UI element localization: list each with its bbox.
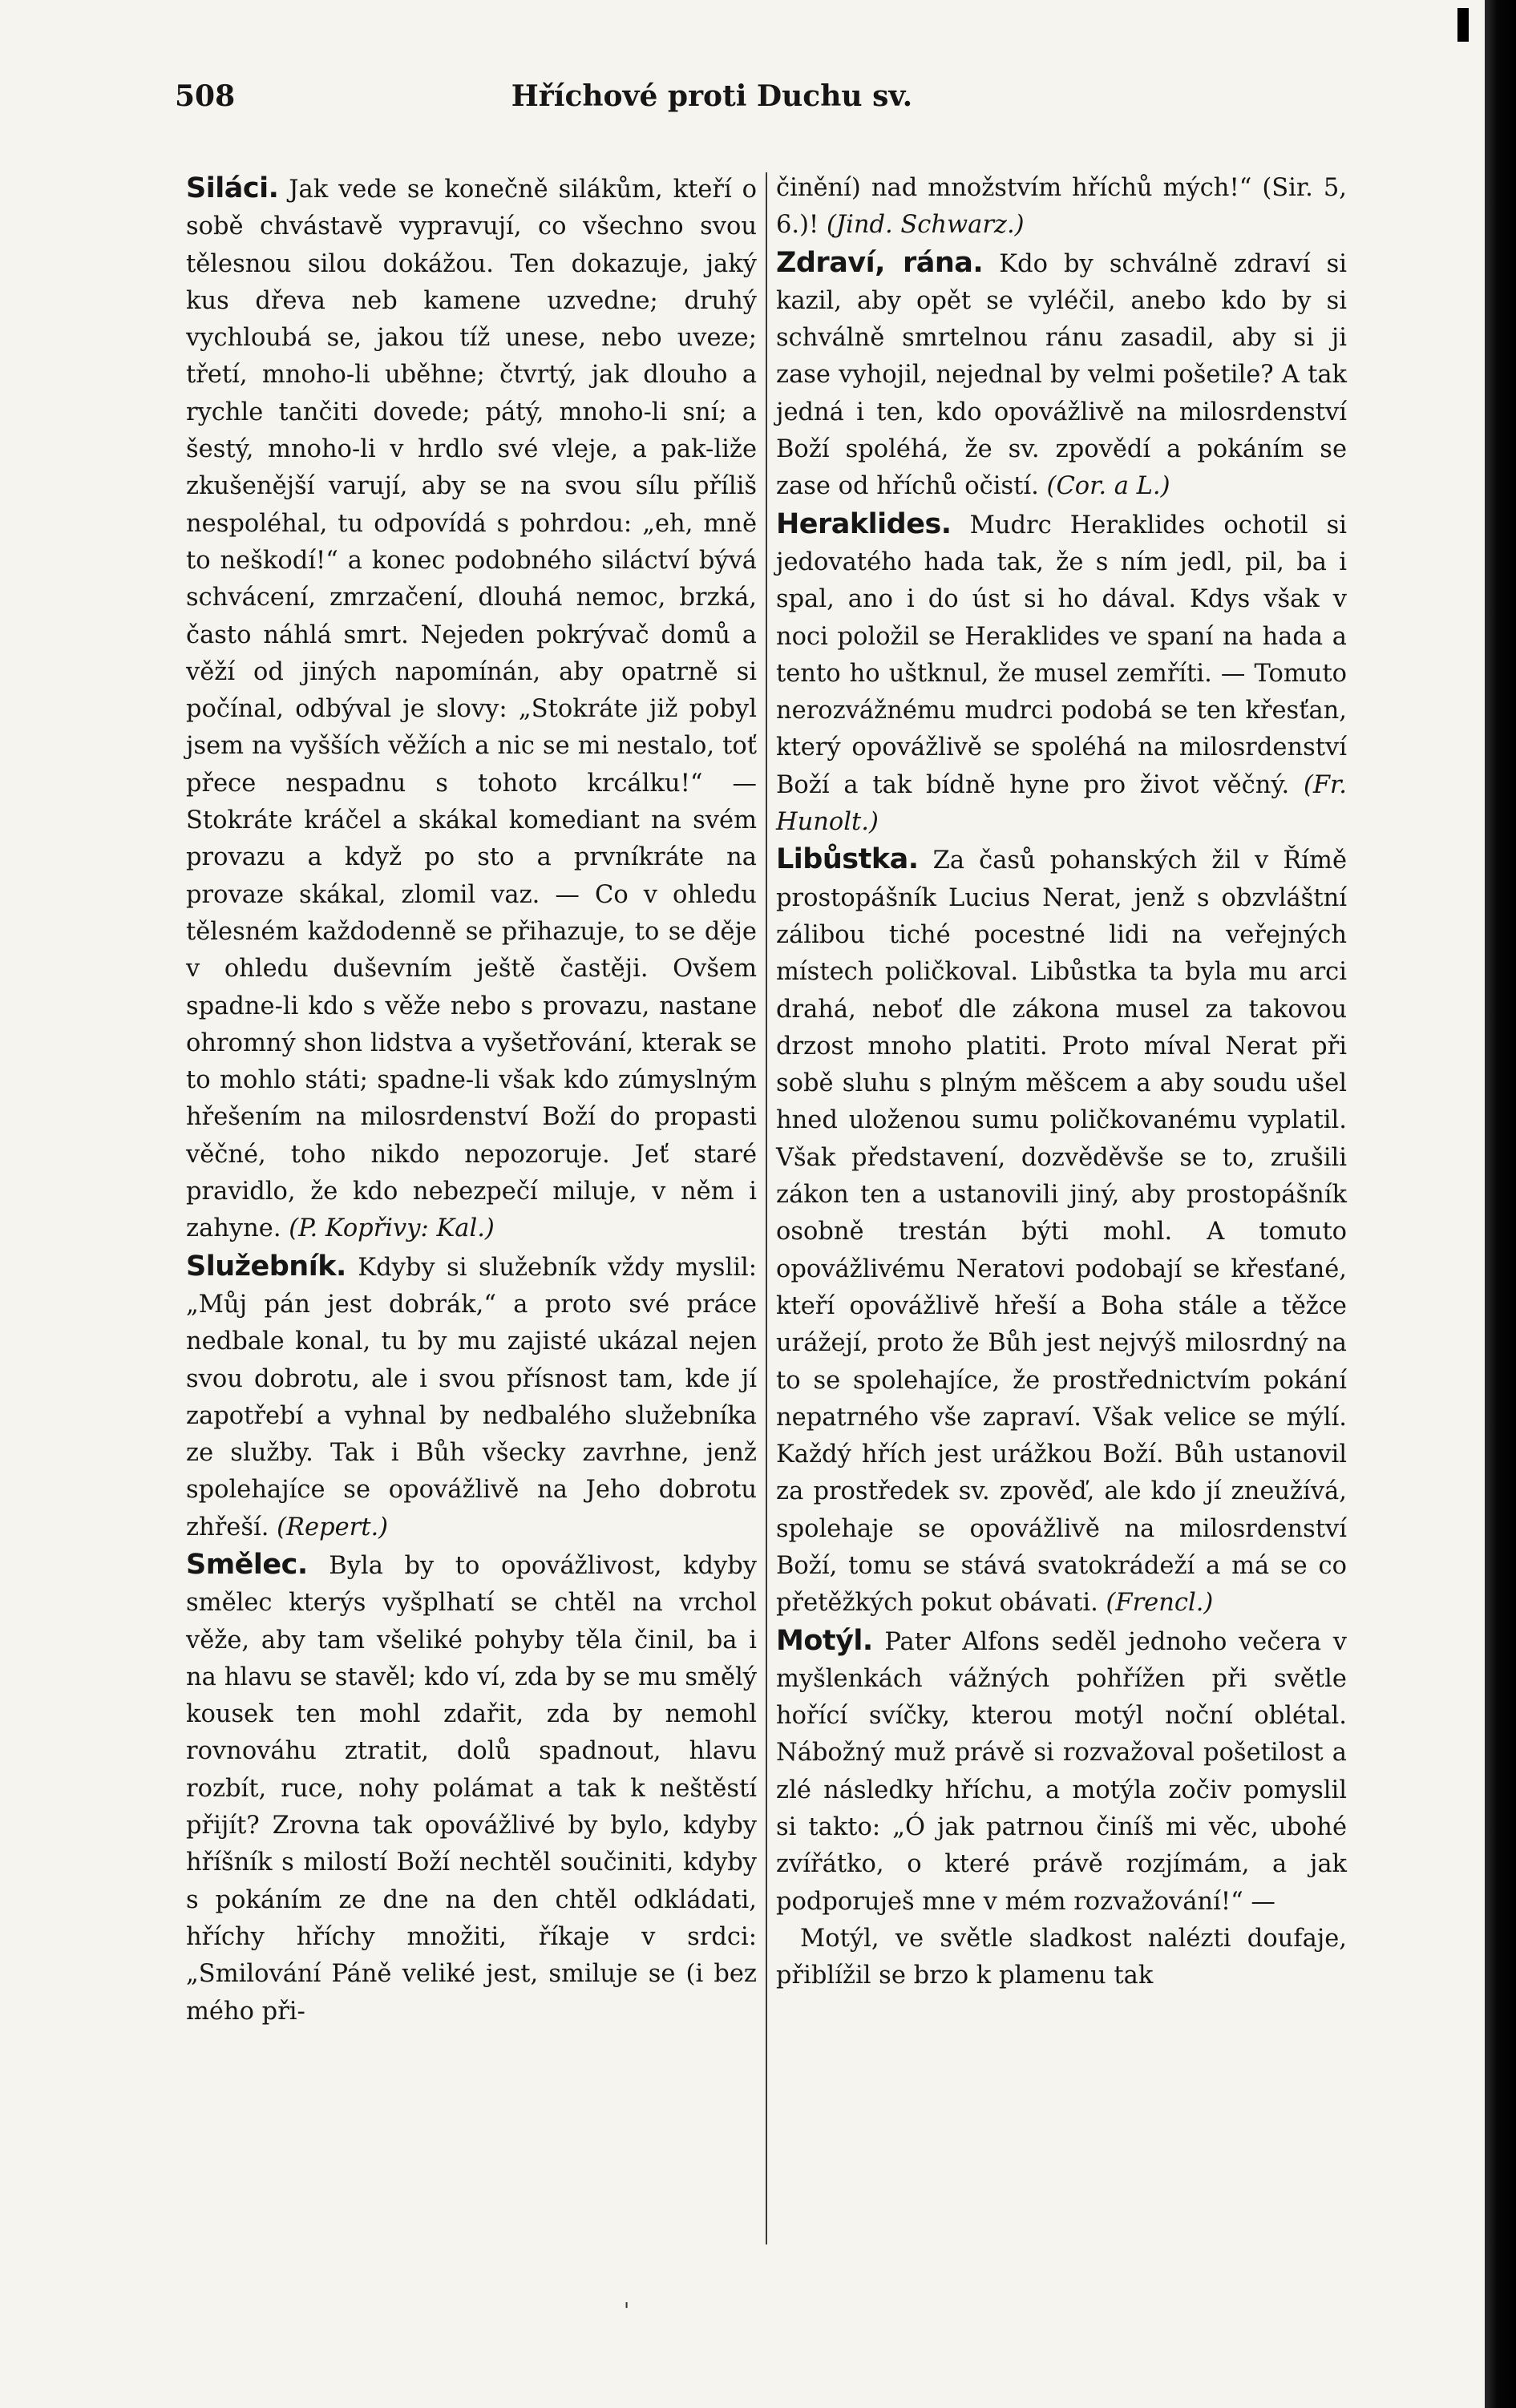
entry-heading: Smělec. [186,1548,308,1581]
column-divider [766,172,767,2244]
entry-text: Pater Alfons seděl jednoho večera v myšlenkách vážných pohřížen při světle hořící svíčky, kterou motýl noční oblétal. Nábožný muž právě si rozvažoval pošetilost a zlé následky hříchu, a motýla zočiv pomyslil si takto: „Ó jak patrnou činíš mi věc, ubohé zvířátko, o které právě rozjímám, a jak podporuješ mne v mém rozvažování!“ — [776,1627,1347,1916]
entry-zdravi [776,244,1347,506]
entry-text: Za časů pohanských žil v Římě prostopášník Lucius Nerat, jenž s obzvláštní zálibou tiché pocestné lidi na veřejných místech poličkoval. Libůstka ta byla mu arci drahá, neboť dle zákona musel za takovou drzost mnoho platiti. Proto míval Nerat při sobě sluhu s plným měšcem a aby soudu ušel hned uloženou sumu poličkovanému vyplatil. Však představení, dozvěděvše se to, zrušili zákon ten a ustanovili jiný, aby prostopášník osobně trestán býti mohl. A tomuto opovážlivému Neratovi podobají se křesťané, kteří opovážlivě hřeší a Boha stále a těžce urážejí, proto že Bůh jest nejvýš milosrdný na to se spolehajíce, že prostřednictvím pokání nepatrného vše zapraví. Však velice se mýlí. Každý hřích jest urážkou Boží. Bůh ustanovil za prostředek sv. zpověď, ale kdo jí zneužívá, spolehaje se opovážlivě na milosrdenství Boží, tomu se stává svatokrádeží a má se co přetěžkých pokut obávati. [776,846,1348,1618]
entry-heading: Libůstka. [776,843,919,876]
stray-mark: ' [624,2299,630,2323]
entry-source: (P. Kopřivy: Kal.) [289,1214,495,1243]
entry-heading: Služebník. [186,1250,346,1283]
entry-heraklides [776,506,1347,842]
page-number: 508 [175,79,236,113]
entry-motyl [776,1622,1347,1921]
entry-motyl-cont [776,1921,1347,1995]
right-column [776,170,1347,1995]
running-title: Hříchové proti Duchu sv. [511,79,913,113]
entry-text: Motýl, ve světle sladkost nalézti doufaje, přiblížil se brzo k plamenu tak [776,1924,1347,1990]
entry-text: činění) nad množstvím hříchů mých!“ (Sir. 5, 6.)! [776,174,1347,240]
left-column [186,170,757,2030]
entry-heading: Zdraví, rána. [776,246,984,279]
entry-heading: Motýl. [776,1624,873,1657]
entry-text: Kdyby si služebník vždy myslil: „Můj pán jest dobrák,“ a proto své práce nedbale konal, tu by mu zajisté ukázal nejen svou dobrotu, ale i svou přísnost tam, kde jí zapotřebí a vyhnal by nedbalého služebníka ze služby. Tak i Bůh všecky zavrhne, jenž spolehajíce se opovážlivě na Jeho dobrotu zhřeší. [186,1253,757,1541]
entry-heading: Siláci. [186,172,279,204]
entry-libustka [776,841,1347,1622]
entry-heading: Heraklides. [776,507,952,540]
entry-text: Jak vede se konečně silákům, kteří o sobě chvástavě vypravují, co všechno svou tělesnou silou dokážou. Ten dokazuje, jaký kus dřeva neb kamene uzvedne; druhý vychloubá se, jakou tíž unese, nebo uveze; třetí, mnoho-li uběhne; čtvrtý, jak dlouho a rychle tančiti dovede; pátý, mnoho-li sní; a šestý, mnoho-li v hrdlo své vleje, a pak-liže zkušenější varují, aby se na svou sílu příliš nespoléhal, tu odpovídá s pohrdou: „eh, mně to neškodí!“ a konec podobného siláctví bývá schvácení, zmrzačení, dlouhá nemoc, brzká, často náhlá smrt. Nejeden pokrývač domů a věží od jiných napomínán, aby opatrně si počínal, odbýval je slovy: „Stokráte již pobyl jsem na vyšších věžích a nic se mi nestalo, toť přece nespadnu s tohoto krcálku!“ — Stokráte kráčel a skákal komediant na svém provazu a když po sto a prvníkráte na provaze skákal, zlomil vaz. — Co v ohledu tělesném každodenně se přihazuje, to se děje v ohledu duševním ještě častěji. Ovšem spadne-li kdo s věže nebo s provazu, nastane ohromný shon lidstva a vyšetřování, kterak se to mohlo státi; spadne-li však kdo zúmyslným hřešením na milosrdenství Boží do propasti věčné, toho nikdo nepozoruje. Jeť staré pravidlo, že kdo nebezpečí miluje, v něm i zahyne. [186,176,757,1243]
entry-text: Mudrc Heraklides ochotil si jedovatého hada tak, že s ním jedl, pil, ba i spal, ano i do úst si ho dával. Kdys však v noci položil se Heraklides ve spaní na hada a tento ho uštknul, že musel zemříti. — Tomuto nerozvážnému mudrci podobá se ten křesťan, který opovážlivě se spoléhá na milosrdenství Boží a tak bídně hyne pro život věčný. [776,511,1347,799]
entry-source: (Fr. Hunolt.) [776,770,1347,837]
entry-text: Byla by to opovážlivost, kdyby smělec kterýs vyšplhatí se chtěl na vrchol věže, aby tam všeliké pohyby těla činil, ba i na hlavu se stavěl; kdo ví, zda by se mu smělý kousek ten mohl zdařit, zda by nemohl rovnováhu ztratit, dolů spadnout, hlavu rozbít, ruce, nohy polámat a tak k neštěstí přijít? Zrovna tak opovážlivé by bylo, kdyby hříšník s milostí Boží nechtěl součiniti, kdyby s pokáním ze dne na den chtěl odkládati, hříchy hříchy množiti, říkaje v srdci: „Smilování Páně veliké jest, smiluje se (i bez mého při- [186,1551,758,2026]
scan-corner-mark [1457,8,1469,42]
entry-source: (Cor. a L.) [1046,472,1170,501]
entry-source: (Repert.) [277,1513,389,1541]
page-edge-shadow [1485,0,1516,2408]
entry-smelec [186,1546,757,2030]
page-header [175,76,1345,124]
entry-source: (Jind. Schwarz.) [826,211,1025,240]
entry-source: (Frencl.) [1106,1589,1214,1618]
entry-sluzebnik [186,1248,757,1546]
entry-text: Kdo by schválně zdraví si kazil, aby opět se vyléčil, anebo kdo by si schválně smrtelnou ránu zasadil, aby si ji zase vyhojil, nejednal by velmi pošetile? A tak jedná i ten, kdo opovážlivě na milosrdenství Boží spoléhá, že sv. zpovědí a pokáním se zase od hříchů očistí. [776,249,1347,501]
entry-silaci [186,170,757,1248]
entry-continuation [776,170,1347,244]
